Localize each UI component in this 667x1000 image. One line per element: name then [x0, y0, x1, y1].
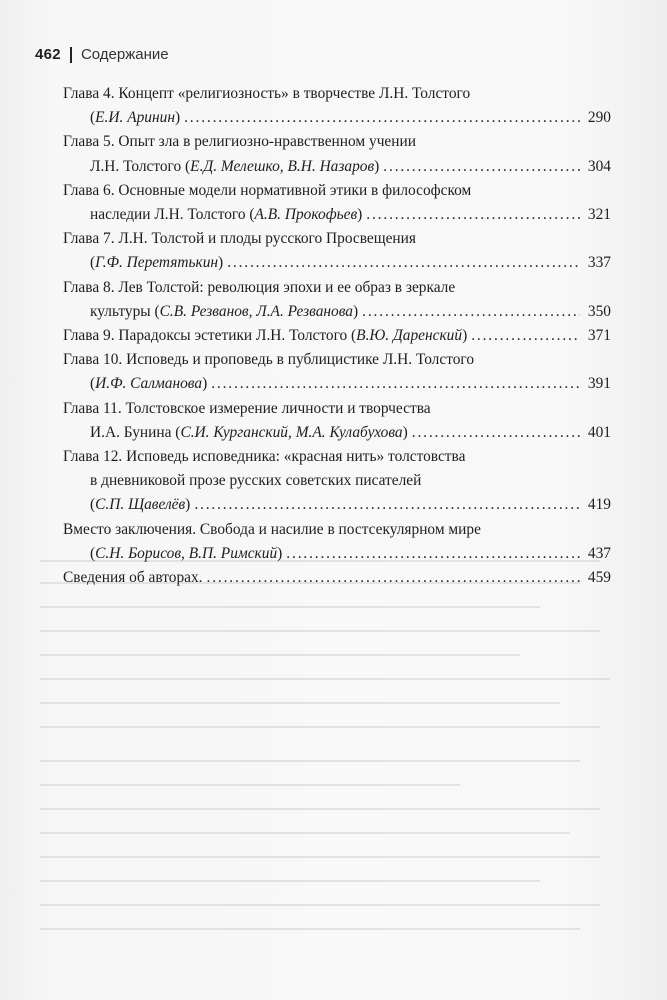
- toc-entry-title: Глава 5. Опыт зла в религиозно-нравственном учении: [63, 133, 416, 151]
- toc-entry-title: Глава 4. Концепт «религиозность» в творчестве Л.Н. Толстого: [63, 85, 471, 102]
- toc-entry-leader-line: [63, 493, 611, 517]
- toc-entry-prefix: (: [90, 544, 96, 562]
- toc-entry-prefix: Л.Н. Толстого (: [90, 157, 191, 175]
- toc-entry: [63, 227, 611, 275]
- toc-entry-title: Глава 7. Л.Н. Толстой и плоды русского Просвещения: [63, 230, 416, 248]
- toc-entry-text: [90, 493, 190, 517]
- toc-entry-prefix: (: [90, 254, 96, 272]
- toc-entry-prefix: наследии Л.Н. Толстого (: [90, 206, 255, 224]
- toc-entry-leader-line: [63, 251, 611, 275]
- toc-entry-text: [90, 155, 379, 179]
- toc-entry-title-continued: в дневниковой прозе русских советских писателей: [90, 472, 422, 490]
- toc-entry-prefix: (: [90, 109, 96, 127]
- dot-leader: [207, 566, 580, 590]
- toc-entry: [63, 518, 611, 566]
- table-of-contents: [63, 82, 611, 590]
- toc-entry-prefix: И.А. Бунина (: [90, 423, 181, 441]
- toc-entry-authors: С.В. Резванов, Л.А. Резванова: [159, 302, 354, 320]
- toc-entry-suffix: ): [402, 423, 408, 441]
- toc-entry-text: [90, 106, 180, 130]
- toc-entry-text: [90, 300, 358, 324]
- toc-entry-suffix: ): [174, 109, 181, 127]
- toc-entry-suffix: ): [185, 496, 191, 514]
- toc-entry-leader-line: [63, 542, 611, 566]
- toc-entry: [63, 324, 611, 348]
- toc-entry-authors: С.И. Курганский, М.А. Кулабухова: [180, 423, 403, 441]
- toc-entry-authors: И.Ф. Салманова: [95, 375, 203, 393]
- section-title: Содержание: [80, 46, 169, 63]
- toc-entry-page-number: 321: [587, 206, 611, 224]
- dot-leader: [383, 155, 580, 179]
- toc-entry-text: [63, 324, 467, 348]
- toc-entry-title: Глава 10. Исповедь и проповедь в публицистике Л.Н. Толстого: [63, 351, 475, 369]
- dot-leader: [194, 493, 580, 517]
- dot-leader: [184, 106, 580, 130]
- toc-entry-leader-line: [63, 566, 611, 590]
- toc-entry-prefix: Глава 9. Парадоксы эстетики Л.Н. Толстого (: [63, 327, 357, 345]
- toc-entry-suffix: ): [218, 254, 224, 272]
- toc-entry-authors: Г.Ф. Перетятькин: [95, 254, 219, 272]
- dot-leader: [366, 203, 580, 227]
- toc-entry-authors: Е.И. Аринин: [95, 109, 175, 127]
- toc-entry-page-number: 401: [587, 423, 611, 441]
- toc-entry: [63, 130, 611, 178]
- toc-entry-title: Глава 6. Основные модели нормативной этики в философском: [63, 181, 472, 199]
- toc-entry-text: [90, 251, 223, 275]
- toc-entry: [63, 397, 611, 445]
- toc-entry: [63, 348, 611, 396]
- toc-entry-page-number: 337: [587, 254, 611, 272]
- toc-entry-leader-line: [63, 106, 611, 130]
- toc-entry-page-number: 350: [587, 302, 611, 320]
- toc-entry: [63, 82, 611, 130]
- toc-entry-suffix: ): [202, 375, 208, 393]
- toc-entry-title: Глава 12. Исповедь исповедника: «красная нить» толстовства: [63, 448, 466, 466]
- toc-entry-title: Глава 8. Лев Толстой: революция эпохи и ее образ в зеркале: [63, 278, 456, 296]
- dot-leader: [362, 300, 580, 324]
- toc-entry-page-number: 391: [587, 375, 611, 393]
- dot-leader: [412, 421, 580, 445]
- dot-leader: [227, 251, 580, 275]
- toc-entry-leader-line: [63, 300, 611, 324]
- show-through-text: [40, 560, 640, 960]
- toc-entry-suffix: ): [277, 544, 283, 562]
- toc-entry-prefix: (: [90, 496, 96, 514]
- toc-entry-suffix: ): [357, 206, 363, 224]
- toc-entry-text: [90, 421, 408, 445]
- toc-entry: [63, 566, 611, 590]
- dot-leader: [471, 324, 580, 348]
- toc-entry: [63, 276, 611, 324]
- toc-entry-page-number: 290: [587, 109, 611, 127]
- toc-entry-prefix: (: [90, 375, 96, 393]
- header-divider: [70, 47, 72, 63]
- toc-entry-page-number: 419: [587, 496, 611, 514]
- toc-entry-leader-line: [63, 421, 611, 445]
- toc-entry-authors: С.Н. Борисов, В.П. Римский: [95, 544, 278, 562]
- dot-leader: [211, 372, 580, 396]
- toc-entry-title: Вместо заключения. Свобода и насилие в постсекулярном мире: [63, 520, 481, 538]
- toc-entry-leader-line: [63, 372, 611, 396]
- toc-entry-title: Глава 11. Толстовское измерение личности и творчества: [63, 399, 431, 417]
- toc-entry-suffix: ): [353, 302, 359, 320]
- toc-entry-text: [90, 542, 282, 566]
- toc-entry: [63, 445, 611, 518]
- toc-entry-prefix: Сведения об авторах.: [63, 569, 203, 587]
- toc-entry-authors: В.Ю. Даренский: [356, 327, 463, 345]
- page-number: 462: [35, 46, 61, 63]
- toc-entry-authors: А.В. Прокофьев: [254, 206, 358, 224]
- running-header: [35, 46, 169, 63]
- toc-entry-text: [63, 566, 203, 590]
- toc-entry-page-number: 437: [587, 544, 611, 562]
- toc-entry-prefix: культуры (: [90, 302, 160, 320]
- toc-entry-text: [90, 203, 362, 227]
- toc-entry-leader-line: [63, 324, 611, 348]
- toc-entry-suffix: ): [462, 327, 468, 345]
- toc-entry-page-number: 459: [587, 569, 611, 587]
- toc-entry-page-number: 371: [587, 327, 611, 345]
- toc-entry-text: [90, 372, 207, 396]
- dot-leader: [286, 542, 580, 566]
- toc-entry: [63, 179, 611, 227]
- toc-entry-authors: С.П. Щавелёв: [95, 496, 186, 514]
- toc-entry-leader-line: [63, 155, 611, 179]
- toc-entry-authors: Е.Д. Мелешко, В.Н. Назаров: [190, 157, 375, 175]
- toc-entry-page-number: 304: [587, 157, 611, 175]
- toc-entry-suffix: ): [374, 157, 380, 175]
- toc-entry-leader-line: [63, 203, 611, 227]
